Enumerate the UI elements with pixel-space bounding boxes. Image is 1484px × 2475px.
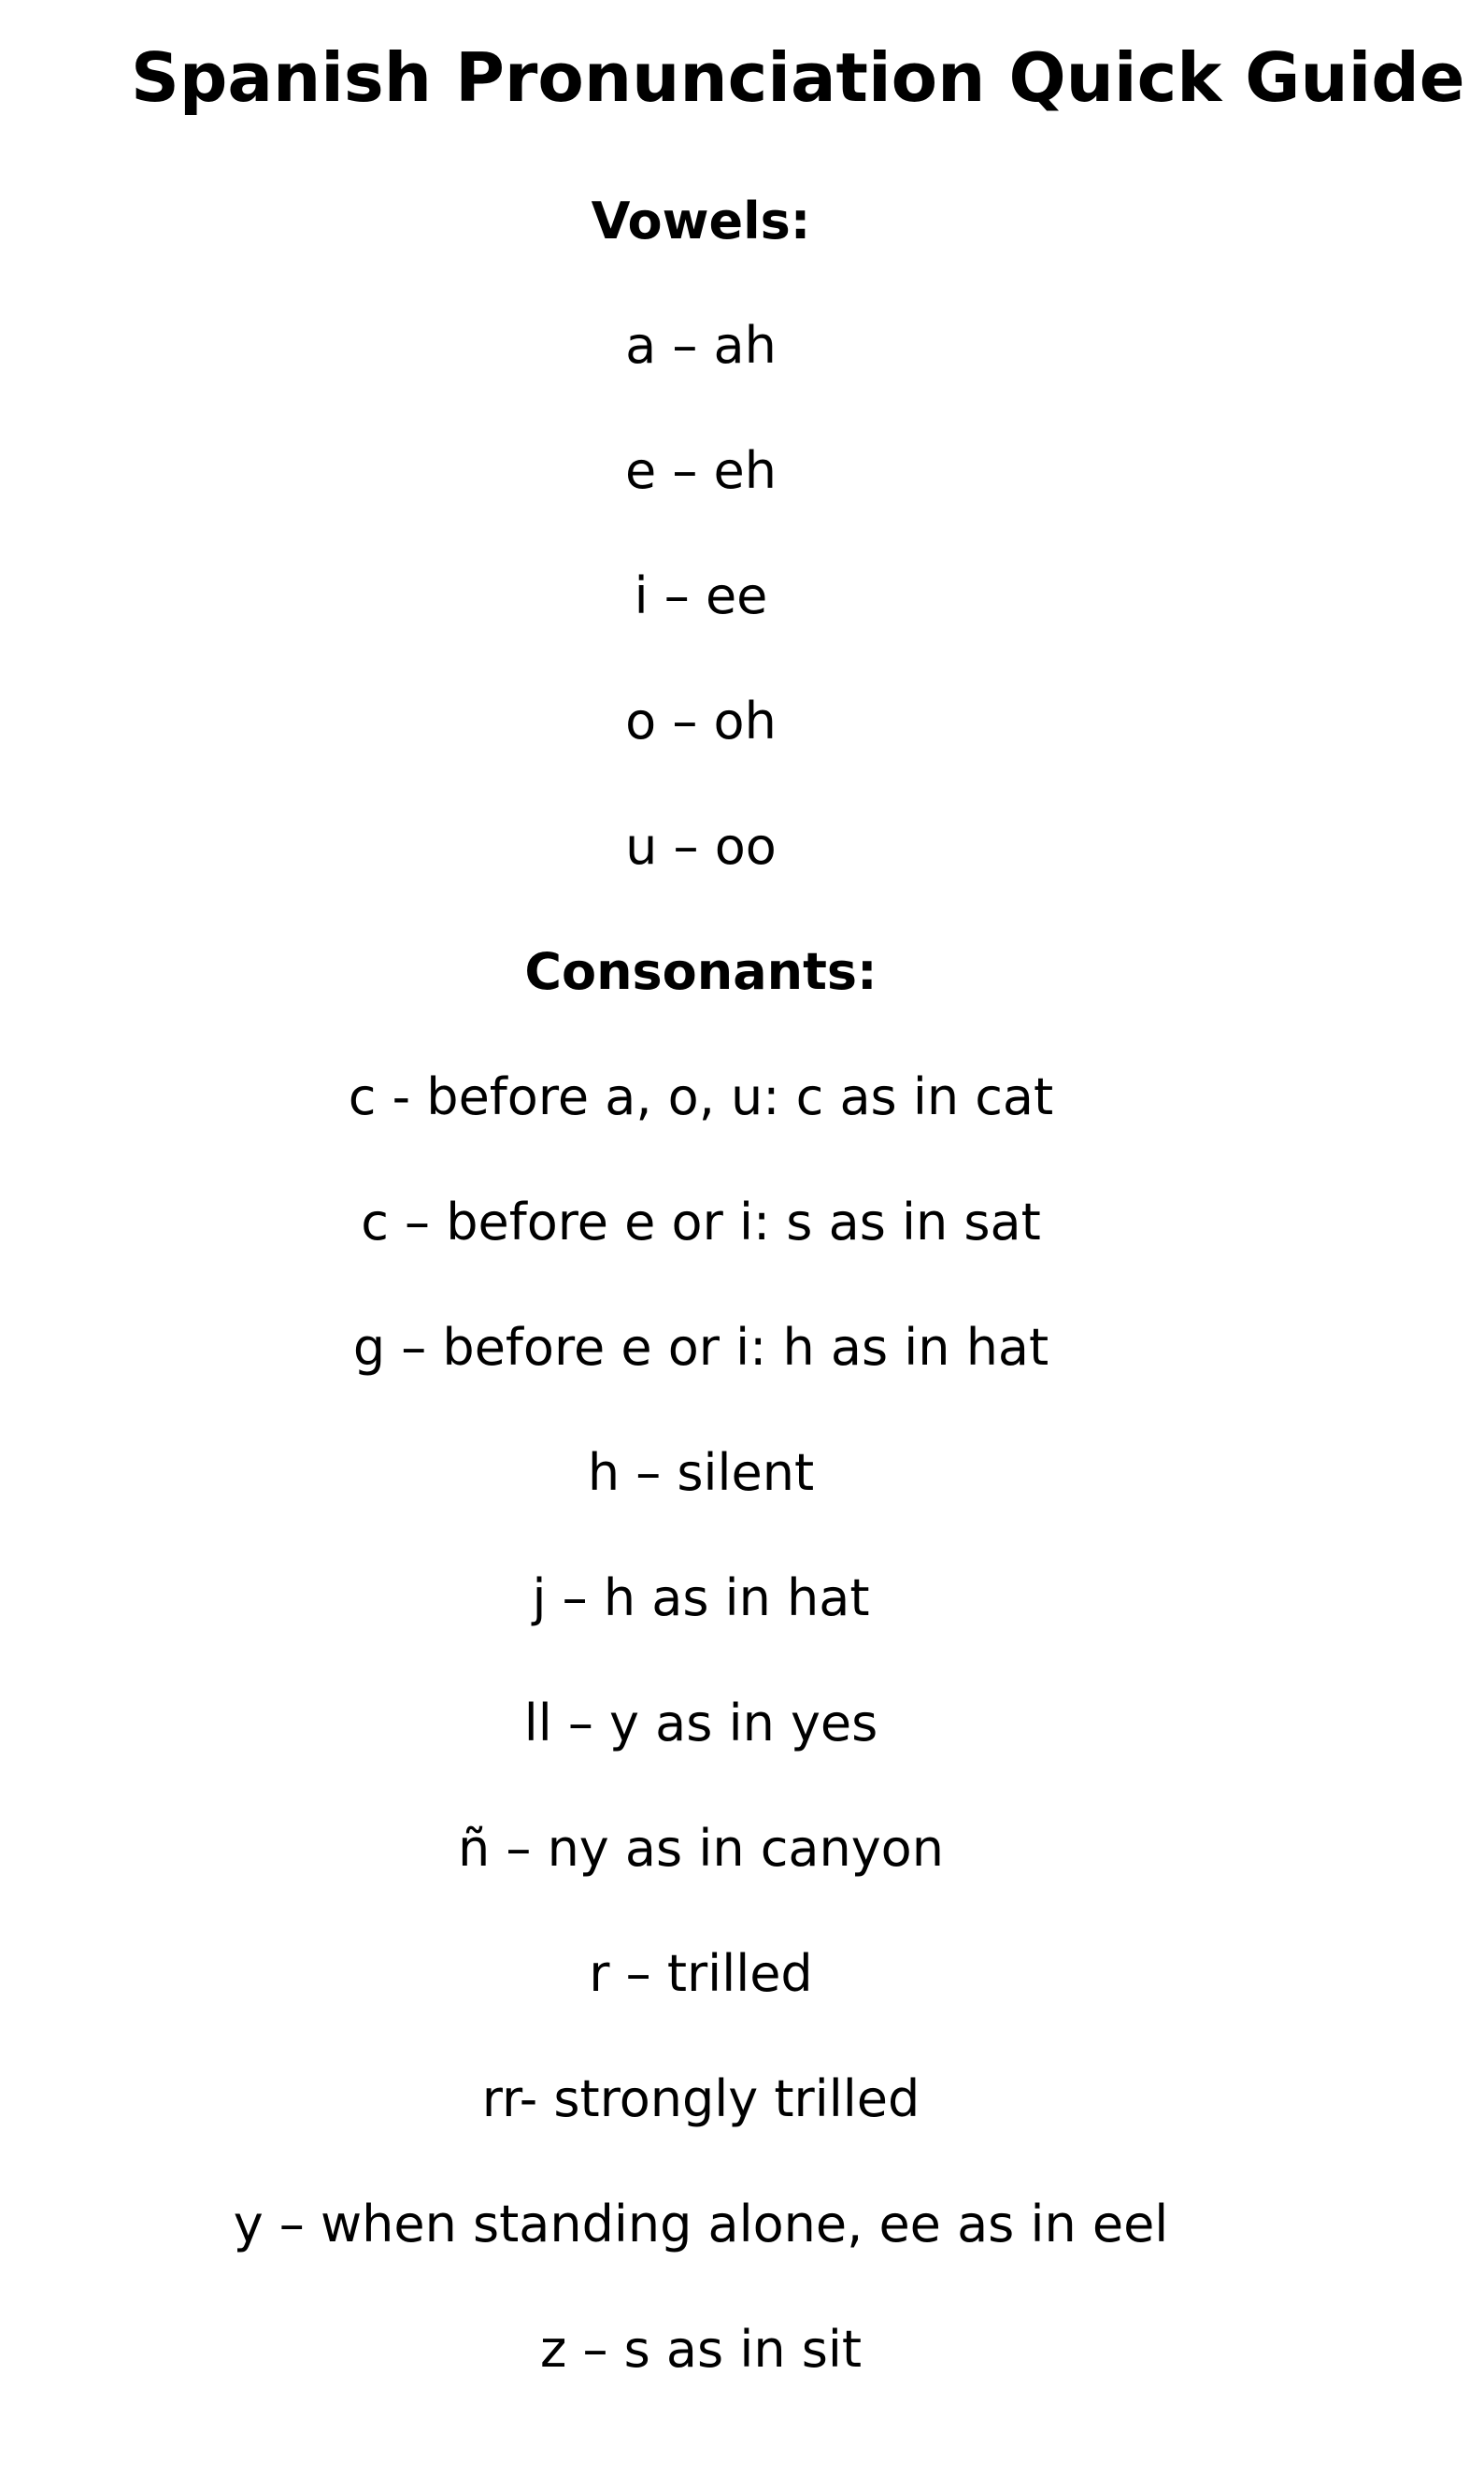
consonant-entry: y – when standing alone, ee as in eel bbox=[233, 2195, 1169, 2253]
consonant-entry: ñ – ny as in canyon bbox=[458, 1819, 944, 1878]
vowel-entry: u – oo bbox=[625, 817, 777, 876]
consonant-entry: z – s as in sit bbox=[539, 2320, 863, 2379]
consonant-entry: c – before e or i: s as in sat bbox=[361, 1193, 1041, 1252]
consonant-entry: h – silent bbox=[587, 1443, 815, 1502]
consonant-entry: r – trilled bbox=[589, 1944, 813, 2003]
consonant-entry: c - before a, o, u: c as in cat bbox=[348, 1067, 1054, 1126]
consonant-entry: g – before e or i: h as in hat bbox=[352, 1318, 1049, 1377]
vowels-heading: Vowels: bbox=[591, 192, 811, 250]
page-title: Spanish Pronunciation Quick Guide bbox=[131, 38, 1465, 117]
consonant-entry: j – h as in hat bbox=[532, 1568, 870, 1627]
vowel-entry: e – eh bbox=[625, 441, 777, 500]
consonant-entry: ll – y as in yes bbox=[523, 1694, 878, 1753]
vowel-entry: i – ee bbox=[634, 566, 768, 625]
vowel-entry: o – oh bbox=[625, 692, 777, 751]
consonant-entry: rr- strongly trilled bbox=[481, 2069, 920, 2128]
vowel-entry: a – ah bbox=[625, 316, 777, 375]
consonants-heading: Consonants: bbox=[524, 942, 878, 1001]
